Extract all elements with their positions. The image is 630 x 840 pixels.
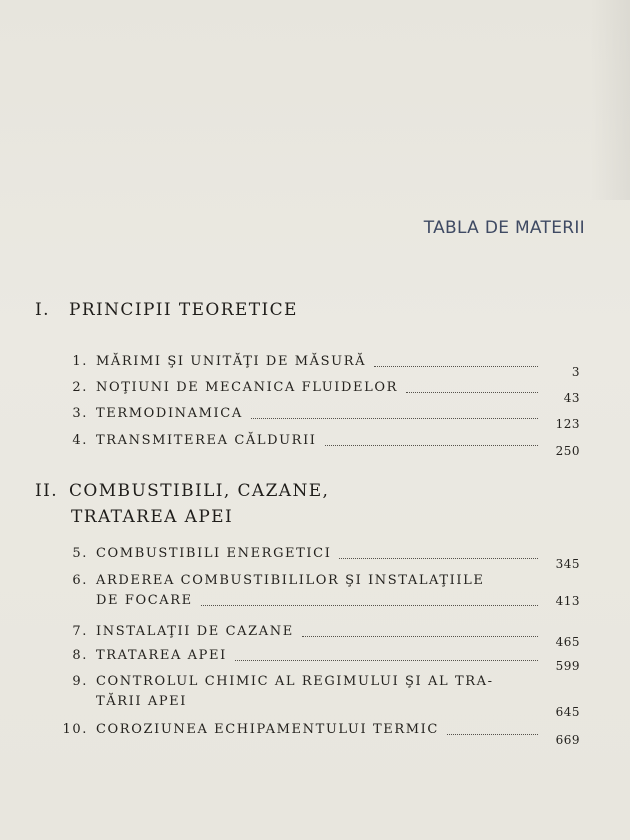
entry-title-line2: TĂRII APEI [96, 694, 188, 709]
entry-number: 8. [72, 648, 88, 663]
toc-entry-3[interactable] [70, 404, 580, 431]
entry-title: COMBUSTIBILI ENERGETICI [96, 546, 332, 561]
entry-page: 669 [555, 733, 580, 747]
page-title: TABLA DE MATERII [423, 218, 585, 238]
toc-entry-4[interactable] [70, 431, 580, 458]
section-number: I. [35, 300, 50, 320]
entry-number: 1. [72, 354, 88, 369]
toc-entry-5[interactable] [70, 544, 580, 571]
dot-leader [235, 659, 538, 661]
entry-number: 4. [72, 433, 88, 448]
dot-leader [325, 444, 538, 446]
entry-page: 345 [555, 557, 580, 571]
entry-number: 9. [72, 674, 88, 689]
entry-title: MĂRIMI ŞI UNITĂŢI DE MĂSURĂ [96, 354, 367, 369]
entry-number: 5. [72, 546, 88, 561]
dot-leader [201, 604, 538, 606]
toc-entry-10[interactable] [62, 720, 580, 747]
entry-page: 250 [555, 444, 580, 458]
entry-number: 10. [62, 722, 88, 737]
entry-page: 413 [555, 594, 580, 608]
entry-number: 7. [72, 624, 88, 639]
toc-entry-6[interactable] [70, 571, 580, 611]
entry-title-line1: CONTROLUL CHIMIC AL REGIMULUI ŞI AL TRA- [96, 674, 494, 689]
toc-entry-8[interactable] [70, 646, 580, 673]
dot-leader [374, 365, 538, 367]
entry-title: COROZIUNEA ECHIPAMENTULUI TERMIC [96, 722, 439, 737]
entry-number: 2. [72, 380, 88, 395]
entry-page: 645 [555, 705, 580, 719]
entry-page: 465 [555, 635, 580, 649]
entry-title: TRATAREA APEI [96, 648, 227, 663]
dot-leader [339, 557, 538, 559]
toc-entry-9[interactable] [70, 672, 580, 719]
entry-title-line1: ARDEREA COMBUSTIBILILOR ŞI INSTALAŢIILE [96, 573, 485, 588]
dot-leader [406, 391, 538, 393]
section-title-line2: TRATAREA APEI [71, 507, 234, 527]
dot-leader [302, 635, 538, 637]
entry-page: 3 [571, 365, 580, 379]
toc-entry-7[interactable] [70, 622, 580, 649]
entry-page: 43 [563, 391, 580, 405]
section-title-line1: COMBUSTIBILI, CAZANE, [69, 481, 330, 501]
dot-leader [251, 417, 538, 419]
entry-number: 6. [72, 573, 88, 588]
entry-page: 599 [555, 659, 580, 673]
section-heading-2 [35, 478, 329, 530]
section-heading-1 [35, 297, 298, 323]
entry-title: TRANSMITEREA CĂLDURII [96, 433, 317, 448]
entry-title: INSTALAŢII DE CAZANE [96, 624, 294, 639]
section-title: PRINCIPII TEORETICE [69, 300, 298, 320]
entry-title-line2: DE FOCARE [96, 593, 193, 608]
entry-title: TERMODINAMICA [96, 406, 243, 421]
toc-entry-2[interactable] [70, 378, 580, 405]
entry-number: 3. [72, 406, 88, 421]
entry-page: 123 [555, 417, 580, 431]
entry-title: NOŢIUNI DE MECANICA FLUIDELOR [96, 380, 399, 395]
toc-entry-1[interactable] [70, 352, 580, 379]
section-number: II. [35, 481, 59, 501]
dot-leader [447, 733, 538, 735]
page-edge-shadow [590, 0, 630, 200]
